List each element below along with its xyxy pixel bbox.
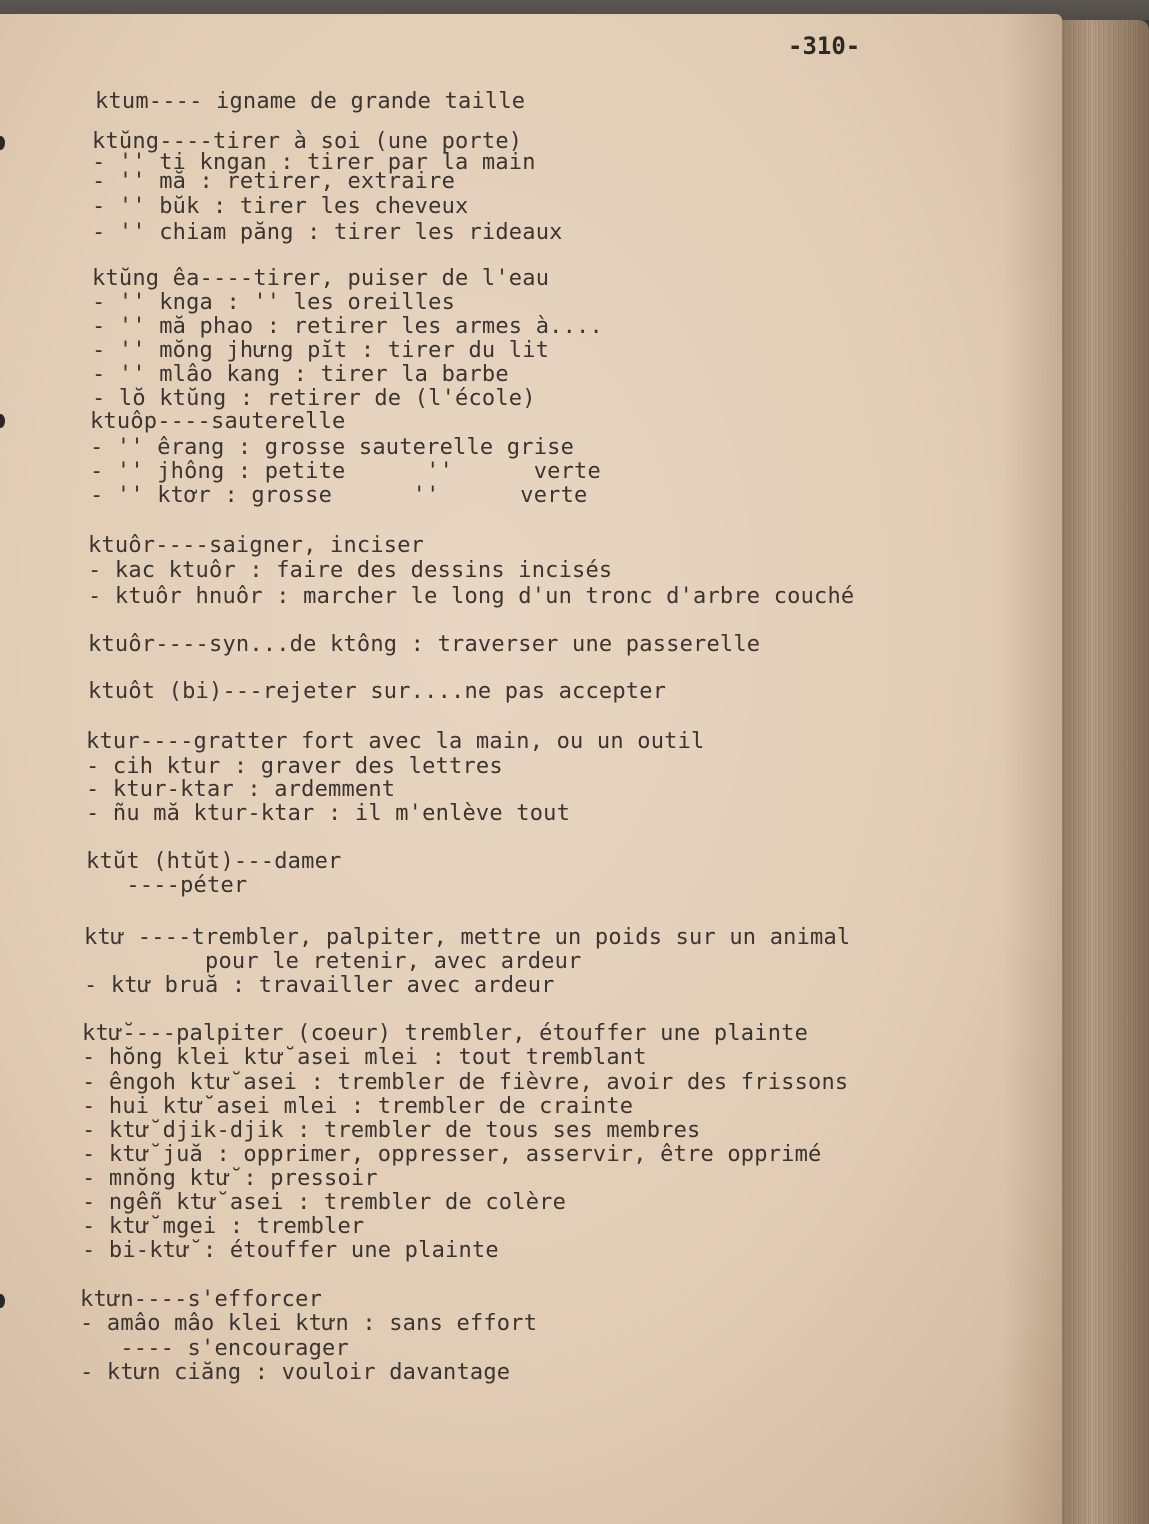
entry-headword-line: ktŭng----tirer à soi (une porte) [92,129,523,154]
entry-subline: - amâo mâo klei ktưn : sans effort [80,1311,538,1336]
entry-subline: - '' mŏng jhưng pĭt : tirer du lit [92,338,550,363]
page-number: -310- [788,32,861,60]
entry-headword-line: ktưn----s'efforcer [80,1287,323,1312]
entry-subline: - '' ti kngan : tirer par la main [92,150,536,175]
binding-hole [0,1294,5,1308]
entry-subline: - hŏng klei ktư̆ asei mlei : tout tremblant [82,1045,647,1070]
entry-subline: - ktư̆ mgei : trembler [82,1214,365,1239]
entry-headword-line: ktư̆----palpiter (coeur) trembler, étouffer une plainte [82,1021,809,1046]
entry-subline: - bi-ktư̆ : étouffer une plainte [82,1238,499,1263]
entry-subline: ---- s'encourager [80,1336,349,1361]
entry-subline: - ktư̆ juă : opprimer, oppresser, asservir, être opprimé [82,1142,822,1167]
entry-headword-line: ktuôt (bi)---rejeter sur....ne pas accepter [88,679,667,704]
book-page-edges [1054,20,1149,1524]
entry-subline: - '' chiam păng : tirer les rideaux [92,220,563,245]
binding-hole [0,136,5,150]
entry-headword-line: ktuôr----syn...de ktông : traverser une passerelle [88,632,761,657]
entry-headword-line: ktŭt (htŭt)---damer [86,849,342,874]
entry-headword-line: ktŭng êa----tirer, puiser de l'eau [92,266,550,291]
entry-subline: - ktưn ciăng : vouloir davantage [80,1360,511,1385]
entry-subline: - '' mă phao : retirer les armes à.... [92,314,603,339]
entry-subline: - lŏ ktŭng : retirer de (l'école) [92,386,536,411]
entry-subline: - '' mlâo kang : tirer la barbe [92,362,509,387]
entry-subline: ----péter [86,873,248,898]
entry-headword-line: ktuôr----saigner, inciser [88,533,425,558]
entry-subline: - mnŏng ktư̆ : pressoir [82,1166,378,1191]
entry-headword-line: ktuôp----sauterelle [90,409,346,434]
entry-subline: - ktur-ktar : ardemment [86,777,396,802]
entry-subline: - êngoh ktư̆ asei : trembler de fièvre, avoir des frissons [82,1070,849,1095]
entry-headword-line: ktư ----trembler, palpiter, mettre un poids sur un animal [84,925,851,950]
entry-subline: - ktuôr hnuôr : marcher le long d'un tronc d'arbre couché [88,584,855,609]
binding-hole [0,414,5,428]
entry-subline: - ktư̆ djik-djik : trembler de tous ses membres [82,1118,701,1143]
entry-subline: - ñu mă ktur-ktar : il m'enlève tout [86,801,571,826]
entry-subline: - kac ktuôr : faire des dessins incisés [88,558,613,583]
entry-subline: - '' mă : retirer, extraire [92,169,456,194]
entry-subline: - cih ktur : graver des lettres [86,754,503,779]
entry-headword-line: ktur----gratter fort avec la main, ou un outil [86,729,705,754]
entry-subline: - '' ktơr : grosse '' verte [90,483,588,508]
entry-headword-line: ktum---- igname de grande taille [95,89,526,114]
entry-subline: - '' jhông : petite '' verte [90,459,601,484]
entry-subline: - '' knga : '' les oreilles [92,290,456,315]
entry-subline: - ngêñ ktư̆ asei : trembler de colère [82,1190,567,1215]
entry-subline: - ktư bruă : travailler avec ardeur [84,973,555,998]
entry-subline: pour le retenir, avec ardeur [84,949,582,974]
entry-subline: - '' êrang : grosse sauterelle grise [90,435,575,460]
entry-subline: - '' bŭk : tirer les cheveux [92,194,469,219]
entry-subline: - hui ktư̆ asei mlei : trembler de crainte [82,1094,634,1119]
